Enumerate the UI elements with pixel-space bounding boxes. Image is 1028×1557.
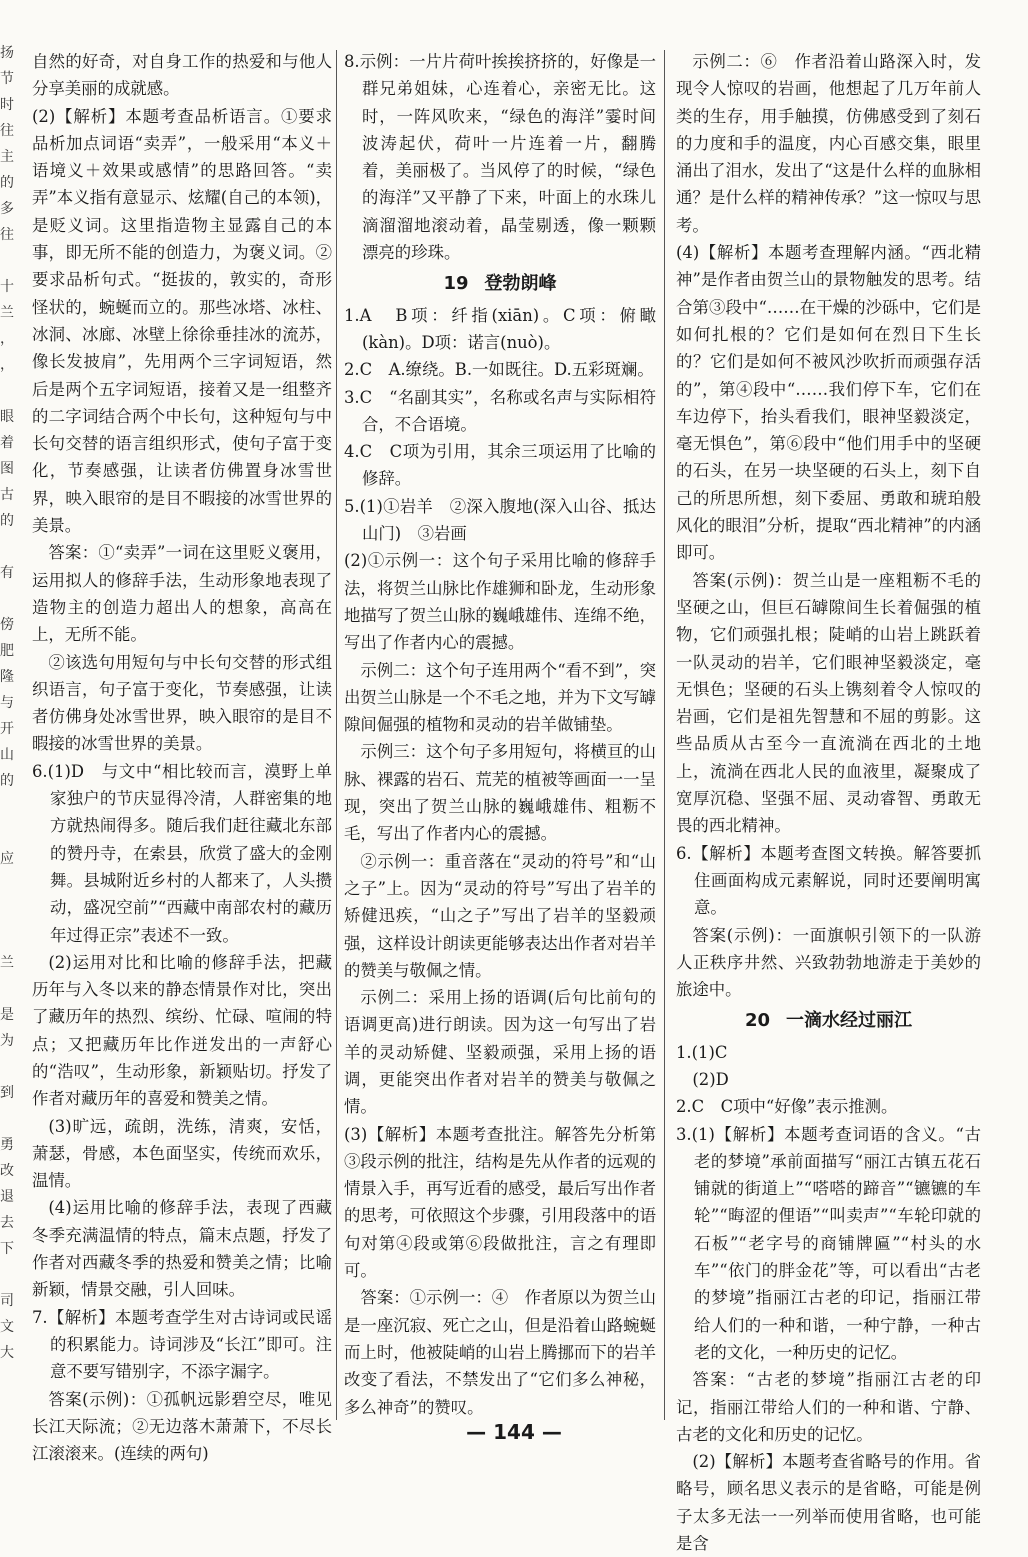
answer-paragraph: 示例二：这个句子连用两个“看不到”，突出贺兰山脉是一个不毛之地，并为下文写罅隙间倔强的植物和灵动的岩羊做铺垫。: [344, 660, 656, 735]
answer-paragraph: (3)【解析】本题考查批注。解答先分析第③段示例的批注，结构是先从作者的远观的情景入手，再写近看的感受，最后写出作者的思考，可依照这个步骤，引用段落中的语句对第④段或第⑥段做批注，言之有理即可。: [344, 1124, 656, 1281]
lesson-number: 19: [443, 273, 469, 295]
margin-char: 多: [0, 201, 14, 217]
left-margin-text-strip: [0, 40, 14, 1430]
answer-paragraph: 2.C A.缭绕。B.一如既往。D.五彩斑斓。: [344, 360, 654, 380]
margin-char: 去: [0, 1215, 14, 1231]
margin-char: 主: [0, 149, 14, 165]
margin-char: 傍: [0, 617, 14, 633]
margin-char: 着: [0, 435, 14, 451]
margin-char: 肥: [0, 643, 14, 659]
answer-paragraph: (3)旷远，疏朗，洗练，清爽，安恬，萧瑟，骨感，本色面坚实，传统而欢乐，温情。: [32, 1116, 332, 1191]
lesson-title: [344, 270, 656, 297]
answer-paragraph: (2)运用对比和比喻的修辞手法，把藏历年与入冬以来的静态情景作对比，突出了藏历年的热烈、缤纷、忙碌、喧闹的特点；又把藏历年比作迸发出的一声舒心的“浩叹”，生动形象，新颖贴切。抒发了作者对藏历年的喜爱和赞美之情。: [32, 952, 332, 1109]
answer-paragraph: 1.(1)C: [676, 1042, 728, 1062]
answer-paragraph: 答案：“古老的梦境”指丽江古老的印记，指丽江带给人们的一种和谐、宁静、古老的文化和历史的记忆。: [676, 1370, 981, 1444]
answer-paragraph: 2.C C项中“好像”表示推测。: [676, 1097, 898, 1117]
answer-paragraph: 示例二：采用上扬的语调(后句比前句的语调更高)进行朗读。因为这一句写出了岩羊的灵动矫健、坚毅顽强，采用上扬的语调，更能突出作者对岩羊的赞美与敬佩之情。: [344, 988, 656, 1117]
margin-char: 十: [0, 279, 14, 295]
answer-paragraph: 自然的好奇，对自身工作的热爱和与他人分享美丽的成就感。: [32, 52, 332, 99]
margin-char: 兰: [0, 305, 14, 321]
margin-char: 为: [0, 1033, 14, 1049]
margin-char: ，: [0, 331, 14, 347]
margin-char: 节: [0, 71, 14, 87]
lesson-number: 20: [744, 1010, 771, 1032]
answer-paragraph: 答案(示例)：①孤帆远影碧空尽，唯见长江天际流；②无边落木萧萧下，不尽长江滚滚来。(连续的两句): [32, 1389, 332, 1464]
margin-char: 的: [0, 513, 14, 529]
answer-paragraph: (2)【解析】本题考查品析语言。①要求品析加点词语“卖弄”，一般采用“本义＋语境义＋效果或感情”的思路回答。“卖弄”本义指有意显示、炫耀(自己的本领)，是贬义词。这里指造物主显露自己的本事，即无所不能的创造力，为褒义词。②要求品析句式。“挺拔的，敦实的，奇形怪状的，蜿蜒而立的。那些冰塔、冰柱、冰洞、冰廊、冰壁上徐徐垂挂冰的流苏，像长发披肩”，先用两个三字词短语，然后是两个五字词短语，接着又是一组整齐的二字词结合两个中长句，这种短句与中长句交替的语言组织形式，使句子富于变化，节奏感强，让读者仿佛置身冰雪世界，映入眼帘的是目不暇接的冰雪世界的美景。: [32, 106, 332, 536]
margin-char: 扬: [0, 45, 14, 61]
margin-char: 兰: [0, 955, 14, 971]
margin-char: 是: [0, 1007, 14, 1023]
answer-paragraph: 示例三：这个句子多用短句，将横亘的山脉、裸露的岩石、荒芜的植被等画面一一呈现，突出了贺兰山脉的巍峨雄伟、粗粝不毛，写出了作者内心的震撼。: [344, 742, 656, 844]
answer-paragraph: 答案(示例)：贺兰山是一座粗粝不毛的坚硬之山，但巨石罅隙间生长着倔强的植物，它们顽强扎根；陡峭的山岩上跳跃着一队灵动的岩羊，它们眼神坚毅淡定，毫无惧色；坚硬的石头上镌刻着令人惊叹的岩画，它们是祖先智慧和不屈的剪影。这些品质从古至今一直流淌在西北的土地上，流淌在西北人民的血液里，凝聚成了宽厚沉稳、坚强不屈、灵动睿智、勇敢无畏的西北精神。: [676, 570, 981, 836]
margin-char: 山: [0, 747, 14, 763]
answer-paragraph: ②该选句用短句与中长句交替的形式组织语言，句子富于变化，节奏感强，让读者仿佛身处冰雪世界，映入眼帘的是目不暇接的冰雪世界的美景。: [32, 652, 332, 754]
margin-char: 应: [0, 851, 14, 867]
margin-char: 的: [0, 773, 14, 789]
answer-paragraph: 答案(示例)：一面旗帜引领下的一队游人正秩序井然、兴致勃勃地游走于美妙的旅途中。: [676, 925, 981, 1000]
margin-char: 到: [0, 1085, 14, 1101]
margin-char: 勇: [0, 1137, 14, 1153]
answer-paragraph: (4)运用比喻的修辞手法，表现了西藏冬季充满温情的特点，篇末点题，抒发了作者对西藏冬季的热爱和赞美之情；比喻新颖，情景交融，引人回味。: [32, 1198, 332, 1300]
answer-paragraph: 1.A B项：纤指(xiān)。C项：俯瞰(kàn)。D项：诺言(nuò)。: [344, 305, 656, 352]
answer-paragraph: 8.示例：一片片荷叶挨挨挤挤的，好像是一群兄弟姐妹，心连着心，亲密无比。这时，一阵风吹来，“绿色的海洋”霎时间波涛起伏，荷叶一片连着一片，翻腾着，美丽极了。当风停了的时候，“绿色的海洋”又平静了下来，叶面上的水珠儿滴溜溜地滚动着，晶莹剔透，像一颗颗漂亮的珍珠。: [344, 52, 656, 263]
margin-char: 眼: [0, 409, 14, 425]
margin-char: 有: [0, 565, 14, 581]
margin-char: 的: [0, 175, 14, 191]
column-right: [676, 48, 981, 1554]
answer-paragraph: 3.C “名副其实”，名称或名声与实际相符合，不合语境。: [344, 387, 656, 434]
answer-paragraph: 答案：①“卖弄”一词在这里贬义褒用，运用拟人的修辞手法，生动形象地表现了造物主的创造力超出人的想象，高高在上，无所不能。: [32, 543, 332, 645]
margin-char: 时: [0, 97, 14, 113]
answer-paragraph: (2)①示例一：这个句子采用比喻的修辞手法，将贺兰山脉比作雄狮和卧龙，生动形象地描写了贺兰山脉的巍峨雄伟、连绵不绝，写出了作者内心的震撼。: [344, 551, 656, 653]
lesson-name: 一滴水经过丽江: [786, 1010, 913, 1032]
margin-char: 与: [0, 695, 14, 711]
page-number: — 144 —: [466, 1420, 562, 1444]
answer-paragraph: (2)D: [692, 1069, 729, 1089]
column-divider-1: [336, 50, 337, 1420]
answer-paragraph: 4.C C项为引用，其余三项运用了比喻的修辞。: [344, 442, 656, 489]
column-divider-2: [664, 50, 665, 1420]
answer-paragraph: 7.【解析】本题考查学生对古诗词或民谣的积累能力。诗词涉及“长江”即可。注意不要写错别字，不添字漏字。: [32, 1307, 332, 1382]
answer-paragraph: 5.(1)①岩羊 ②深入腹地(深入山谷、抵达山门) ③岩画: [344, 496, 656, 544]
answer-paragraph: 6.(1)D 与文中“相比较而言，漠野上单家独户的节庆显得冷清，人群密集的地方就热闹得多。随后我们赶往藏北东部的赞丹寺，在索县，欣赏了盛大的金刚舞。县城附近乡村的人都来了，人头攒动，盛况空前”“西藏中南部农村的藏历年过得正宗”表述不一致。: [32, 761, 332, 945]
margin-char: 司: [0, 1293, 14, 1309]
column-left: [32, 48, 332, 1464]
margin-char: 退: [0, 1189, 14, 1205]
answer-paragraph: 答案：①示例一：④ 作者原以为贺兰山是一座沉寂、死亡之山，但是沿着山路蜿蜒而上时，他被陡峭的山岩上腾挪而下的岩羊改变了看法，不禁发出了“它们多么神秘，多么神奇”的赞叹。: [344, 1288, 656, 1417]
lesson-name: 登勃朗峰: [484, 273, 557, 295]
answer-paragraph: ②示例一：重音落在“灵动的符号”和“山之子”上。因为“灵动的符号”写出了岩羊的矫健迅疾，“山之子”写出了岩羊的坚毅顽强，这样设计朗读更能够表达出作者对岩羊的赞美与敬佩之情。: [344, 851, 656, 980]
margin-char: 古: [0, 487, 14, 503]
answer-paragraph: 3.(1)【解析】本题考查词语的含义。“古老的梦境”承前面描写“丽江古镇五花石铺就的街道上”“嗒嗒的蹄音”“镳镳的车轮”“晦涩的俚语”“叫卖声”“车轮印就的石板”“老字号的商铺牌匾”“村头的水车”“依门的胖金花”等，可以看出“古老的梦境”指丽江古老的印记，指丽江带给人们的一种和谐，一种宁静，一种古老的文化，一种历史的记忆。: [676, 1124, 981, 1362]
answer-paragraph: (4)【解析】本题考查理解内涵。“西北精神”是作者由贺兰山的景物触发的思考。结合第③段中“……在干燥的沙砾中，它们是如何扎根的？它们是如何在烈日下生长的？它们是如何不被风沙吹折而顽强存活的”，第④段中“……我们停下车，它们在车边停下，抬头看我们，眼神坚毅淡定，毫无惧色”，第⑥段中“他们用手中的坚硬的石头，在另一块坚硬的石头上，刻下自己的所思所想，刻下委屈、勇敢和琥珀般风化的眼泪”分析，提取“西北精神”的内涵即可。: [676, 243, 981, 563]
answer-paragraph: 示例二：⑥ 作者沿着山路深入时，发现令人惊叹的岩画，他想起了几万年前人类的生存，用手触摸，仿佛感受到了刻石的力度和手的温度，内心百感交集，眼里涌出了泪水，发出了“这是什么样的血脉相通？是什么样的精神传承？”这一惊叹与思考。: [676, 52, 981, 235]
lesson-title: [676, 1007, 981, 1034]
margin-char: 开: [0, 721, 14, 737]
answer-paragraph: (2)【解析】本题考查省略号的作用。省略号，顾名思义表示的是省略，可能是例子太多无法一一列举而使用省略，也可能是含: [676, 1452, 981, 1554]
margin-char: ，: [0, 357, 14, 373]
answer-paragraph: 6.【解析】本题考查图文转换。解答要抓住画面构成元素解说，同时还要阐明寓意。: [676, 843, 981, 918]
margin-char: 往: [0, 227, 14, 243]
margin-char: 文: [0, 1319, 14, 1335]
margin-char: 改: [0, 1163, 14, 1179]
margin-char: 下: [0, 1241, 14, 1257]
column-middle: [344, 48, 656, 1438]
margin-char: 隆: [0, 669, 14, 685]
margin-char: 大: [0, 1345, 14, 1361]
margin-char: 往: [0, 123, 14, 139]
margin-char: 图: [0, 461, 14, 477]
